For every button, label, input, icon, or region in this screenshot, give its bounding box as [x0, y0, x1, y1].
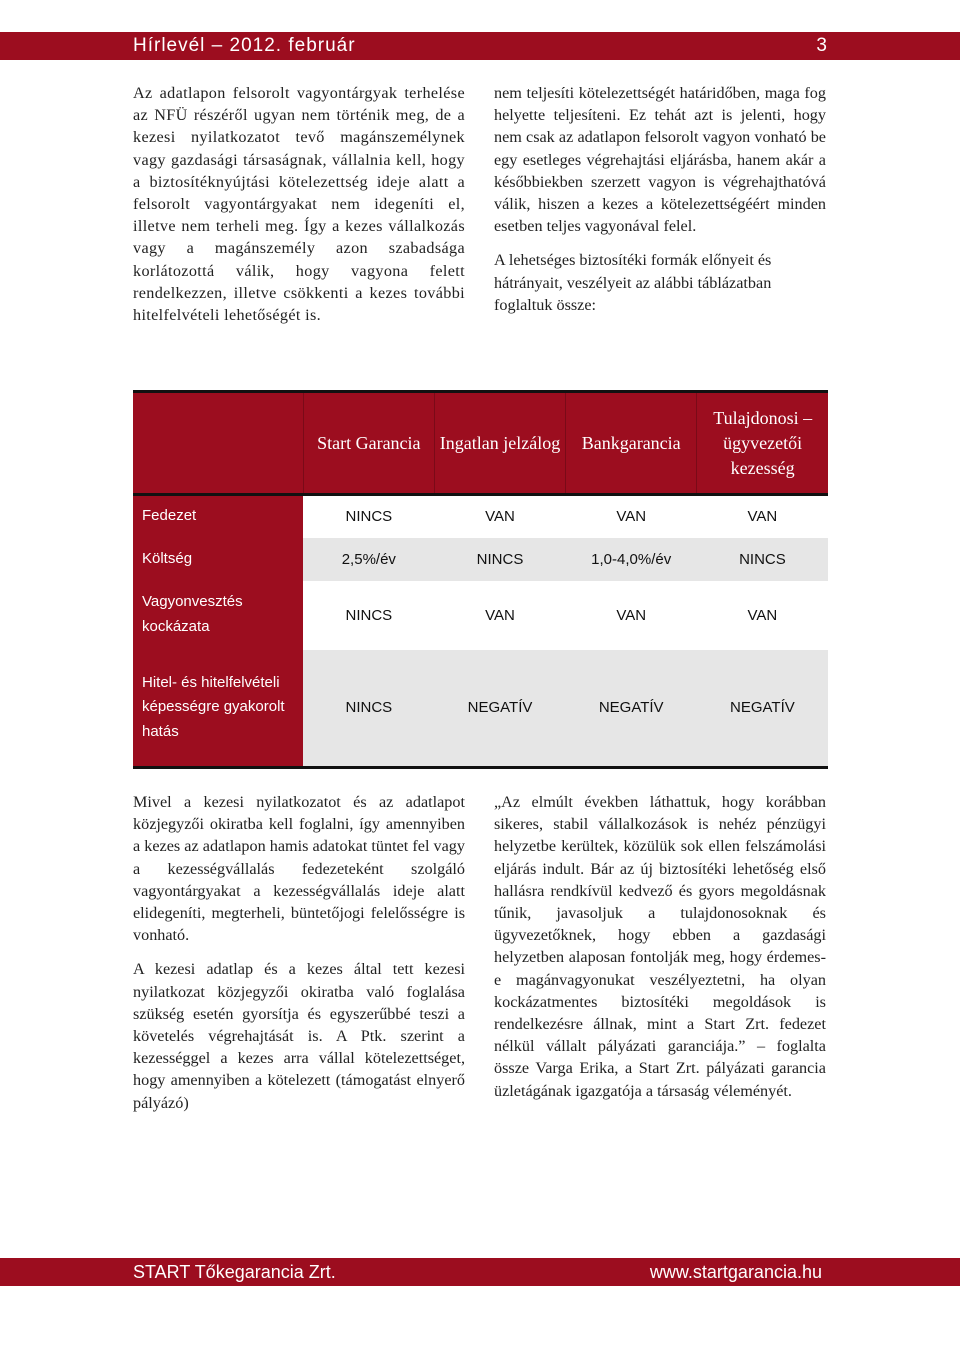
- table-cell: NEGATÍV: [697, 650, 828, 768]
- table-header-cell: Ingatlan jelzálog: [434, 392, 565, 495]
- bottom-right-column: [494, 791, 826, 1114]
- table-cell: VAN: [485, 606, 515, 624]
- table-cell: VAN: [747, 606, 778, 624]
- row-label: Hitel- és hitelfelvételi képességre gyakorolt hatás: [133, 650, 303, 768]
- table-cell: NINCS: [697, 538, 828, 581]
- table-row: [133, 495, 828, 538]
- table-header-cell: Start Garancia: [303, 392, 434, 495]
- table-cell: NEGATÍV: [566, 650, 697, 768]
- footer-bar: [0, 1258, 960, 1286]
- table-row: [133, 581, 828, 650]
- table-cell: VAN: [434, 495, 565, 538]
- footer-website-link[interactable]: www.startgarancia.hu: [649, 1261, 822, 1282]
- table-header-cell: Bankgarancia: [566, 392, 697, 495]
- bottom-left-column: [133, 791, 465, 1126]
- table-cell: VAN: [566, 495, 697, 538]
- table-cell: VAN: [697, 495, 828, 538]
- table-cell: NINCS: [434, 538, 565, 581]
- table-row: [133, 538, 828, 581]
- row-label: Költség: [133, 538, 303, 581]
- table-cell: 1,0-4,0%/év: [566, 538, 697, 581]
- table-header-cell: [133, 392, 303, 495]
- guarantee-comparison-table: [133, 390, 828, 769]
- paragraph: nem teljesíti kötelezettségét határidőben, maga fog helyette teljesíteni. Ez tehát azt is jelenti, hogy nem csak az adatlapon felsorolt vagyon vonható be egy esetleges végrehajtási eljárásba, hanem akár a későbbiekben szerzett vagyon is végrehajthatóvá válik, hiszen a kezes a kötelezettségéért minden esetben teljes vagyonával felel.: [494, 84, 826, 236]
- paragraph: Mivel a kezesi nyilatkozatot és az adatlapot közjegyzői okiratba kell foglalni, így amennyiben a kezes az adatlapon hamis adatokat tüntet fel vagy a kezességvállalás fedezeteként szolgáló vagyontárgyakat a kezességvállalás ideje alatt elidegeníti, megterheli, büntetőjogi felelősségre is vonható.: [133, 793, 465, 945]
- header-bar: [0, 32, 960, 60]
- row-label: Vagyonvesztés kockázata: [133, 581, 303, 650]
- footer-company: START Tőkegarancia Zrt.: [133, 1261, 336, 1282]
- paragraph: Az adatlapon felsorolt vagyontárgyak terhelése az NFÜ részéről ugyan nem történik meg, de a kezesi nyilatkozatot tevő magánszemélynek vagy gazdasági társaságnak, vállalnia kell, hogy a biztosítéknyújtási kötelezettség ideje alatt a felsorolt vagyontárgyakat nem idegeníti el, illetve nem terheli meg. Így a kezes vállalkozás vagy a magánszemély azon szabadsága korlátozottá válik, hogy vagyona felett rendelkezzen, illetve csökkenti a kezes további hitelfelvételi lehetőségét is.: [133, 84, 465, 325]
- table-cell: NINCS: [303, 650, 434, 768]
- table-cell: 2,5%/év: [303, 538, 434, 581]
- table-cell: NINCS: [345, 606, 393, 624]
- table-header-row: [133, 392, 828, 495]
- newsletter-title: Hírlevél – 2012. február: [133, 35, 356, 56]
- paragraph: A lehetséges biztosítéki formák előnyeit és hátrányait, veszélyeit az alábbi táblázatban foglaltuk össze:: [494, 251, 772, 314]
- paragraph: A kezesi adatlap és a kezes által tett kezesi nyilatkozat közjegyzői okiratba való foglalása szükség esetén gyorsítja és egyszerűbbé teszi a követelés végrehajtását is. A Ptk. szerint a kezességgel a kezes arra vállal kötelezettséget, hogy amennyiben a kötelezett (támogatást elnyerő pályázó): [133, 960, 465, 1112]
- row-label: Fedezet: [133, 495, 303, 538]
- table-row: [133, 650, 828, 768]
- table-cell: NEGATÍV: [434, 650, 565, 768]
- top-right-column: [494, 82, 826, 328]
- page-number: 3: [816, 35, 828, 56]
- table-cell: VAN: [616, 606, 647, 624]
- table-header-cell: Tulajdonosi – ügyvezetői kezesség: [697, 392, 828, 495]
- quote-paragraph: „Az elmúlt években láthattuk, hogy korábban sikeres, stabil vállalkozások is nehéz pénzügyi helyzetbe kerültek, közülük sok ellen felszámolási eljárás indult. Bár az új biztosítéki lehetőség első hallásra rendkívül kedvező és gyors megoldásnak tűnik, javasoljuk a tulajdonosoknak és ügyvezetőknek, hogy ebben a gazdasági helyzetben alaposan fontolják meg, hogy érdemes-e magánvagyonukat veszélyeztetni, ha olyan kockázatmentes biztosítéki megoldások is rendelkezésre állnak, mint a Start Zrt. fedezet nélkül vállalt pályázati garanciája.” – foglalta össze Varga Erika, a Start Zrt. pályázati garancia üzletágának igazgatója a társaság véleményét.: [494, 793, 826, 1100]
- top-left-column: [133, 82, 465, 338]
- table-cell: NINCS: [303, 495, 434, 538]
